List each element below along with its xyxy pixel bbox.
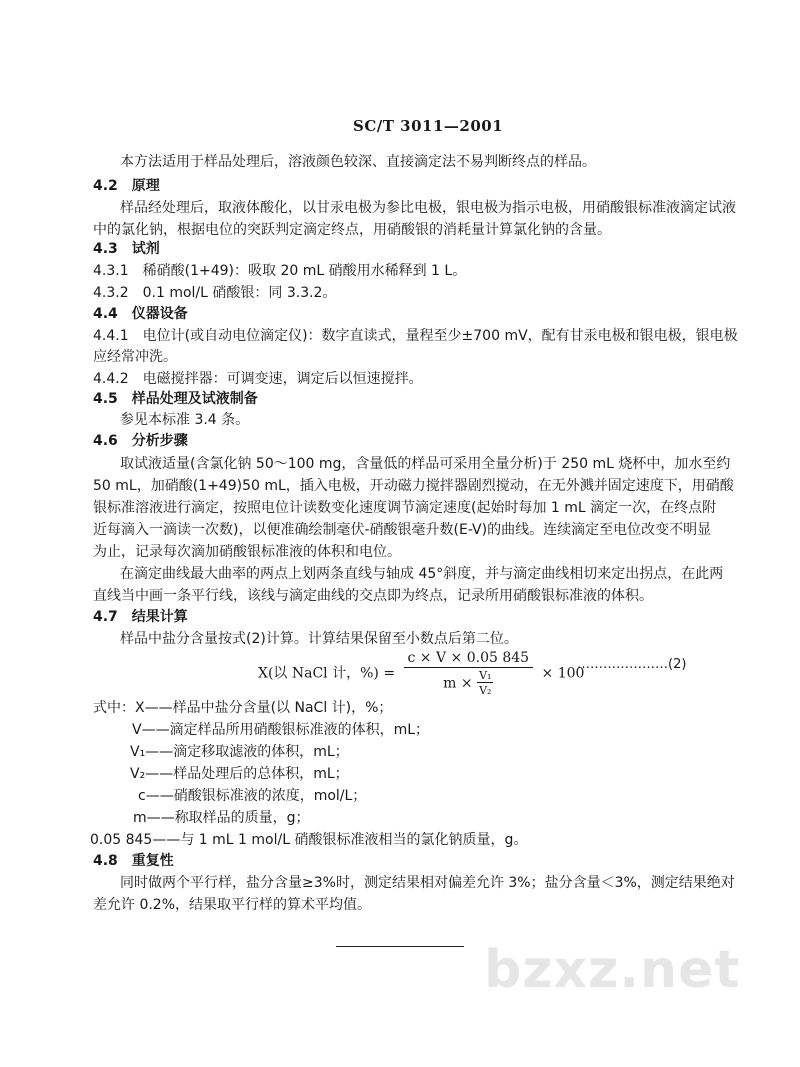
clause-4-4-2: 4.4.2 电磁搅拌器：可调变速，调定后以恒速搅拌。: [93, 371, 423, 387]
equation-number: …………………(2): [577, 657, 687, 672]
equation-mass-term: m ×: [443, 675, 473, 692]
paragraph-line: 在滴定曲线最大曲率的两点上划两条直线与轴成 45°斜度，并与滴定曲线相切来定出拐点，在此两: [120, 566, 724, 582]
paragraph-line: 取试液适量(含氯化钠 50～100 mg，含量低的样品可采用全量分析)于 250 mL 烧杯中，加水至约: [120, 456, 731, 472]
section-heading-4-3: 4.3 试剂: [93, 241, 160, 257]
section-heading-4-4: 4.4 仪器设备: [93, 306, 188, 322]
paragraph-line: 为止，记录每次滴加硝酸银标准液的体积和电位。: [93, 544, 401, 560]
clause-4-3-2: 4.3.2 0.1 mol/L 硝酸银：同 3.3.2。: [93, 285, 337, 301]
equation-v1: V₁: [479, 669, 492, 682]
variable-definition-v2: V₂——样品处理后的总体积，mL；: [130, 766, 349, 782]
variable-definition-m: m——称取样品的质量，g；: [133, 810, 310, 826]
equation-volume-ratio: [477, 670, 493, 697]
paragraph-line: 近每滴入一滴读一次数)，以便准确绘制毫伏-硝酸银毫升数(E-V)的曲线。连续滴定至电位改变不明显: [93, 522, 712, 538]
variable-definition-v1: V₁——滴定移取滤液的体积，mL；: [130, 744, 349, 760]
paragraph-line: 直线当中画一条平行线，该线与滴定曲线的交点即为终点，记录所用硝酸银标准液的体积。: [93, 588, 653, 604]
equation-numerator: c × V × 0.05 845: [404, 650, 534, 668]
paragraph-line: 参见本标准 3.4 条。: [120, 412, 250, 428]
equation-v2: V₂: [479, 684, 492, 697]
watermark: bzxz.net: [484, 940, 741, 1000]
equation-times-100: × 100: [541, 665, 585, 682]
variable-definition-x: 式中：X——样品中盐分含量(以 NaCl 计)，%；: [93, 700, 393, 716]
section-heading-4-6: 4.6 分析步骤: [93, 433, 188, 449]
equation-denominator: [404, 668, 534, 697]
page-header-code: SC/T 3011—2001: [353, 117, 504, 135]
paragraph-line: 50 mL，加硝酸(1+49)50 mL，插入电极，开动磁力搅拌器剧烈搅动，在无外溅并固定速度下，用硝酸: [93, 478, 734, 494]
variable-definition-c: c——硝酸银标准液的浓度，mol/L；: [138, 788, 367, 804]
variable-definition-v: V——滴定样品所用硝酸银标准液的体积，mL；: [132, 722, 430, 738]
section-heading-4-7: 4.7 结果计算: [93, 609, 188, 625]
variable-definition-constant: 0.05 845——与 1 mL 1 mol/L 硝酸银标准液相当的氯化钠质量，g。: [90, 832, 528, 848]
clause-4-3-1: 4.3.1 稀硝酸(1+49)：吸取 20 mL 硝酸用水稀释到 1 L。: [93, 263, 467, 279]
paragraph-line: 样品中盐分含量按式(2)计算。计算结果保留至小数点后第二位。: [120, 631, 518, 647]
section-heading-4-8: 4.8 重复性: [93, 853, 174, 869]
equation-lhs: X(以 NaCl 计，%) =: [258, 665, 396, 682]
paragraph-line: 应经常冲洗。: [93, 349, 177, 365]
paragraph-line: 同时做两个平行样，盐分含量≥3%时，测定结果相对偏差允许 3%；盐分含量＜3%，测定结果绝对: [120, 875, 735, 891]
section-heading-4-5: 4.5 样品处理及试液制备: [93, 391, 258, 407]
paragraph-line: 本方法适用于样品处理后，溶液颜色较深、直接滴定法不易判断终点的样品。: [120, 154, 596, 170]
paragraph-line: 中的氯化钠，根据电位的突跃判定滴定终点，用硝酸银的消耗量计算氯化钠的含量。: [93, 222, 611, 238]
section-heading-4-2: 4.2 原理: [93, 178, 160, 194]
paragraph-line: 样品经处理后，取液体酸化，以甘汞电极为参比电极，银电极为指示电极，用硝酸银标准液滴定试液: [120, 200, 736, 216]
paragraph-line: 差允许 0.2%，结果取平行样的算术平均值。: [93, 897, 372, 913]
equation-2: [258, 650, 584, 697]
end-of-text-rule: [336, 946, 464, 947]
clause-4-4-1: 4.4.1 电位计(或自动电位滴定仪)：数字直读式，量程至少±700 mV，配有甘汞电极和银电极，银电极: [93, 328, 738, 344]
paragraph-line: 银标准溶液进行滴定，按照电位计读数变化速度调节滴定速度(起始时每加 1 mL 滴定一次，在终点附: [93, 500, 717, 516]
equation-fraction: [404, 650, 534, 697]
